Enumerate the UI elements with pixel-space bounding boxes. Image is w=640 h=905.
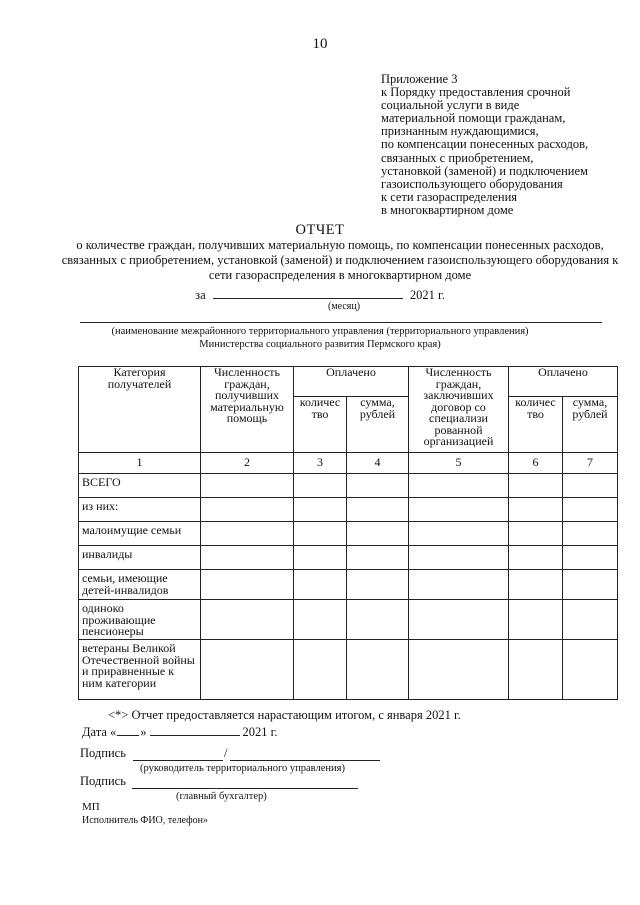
data-cell[interactable] — [347, 600, 409, 640]
data-cell[interactable] — [409, 600, 509, 640]
month-input-line[interactable] — [213, 286, 403, 299]
report-title: ОТЧЕТ — [295, 222, 345, 238]
data-cell[interactable] — [201, 498, 294, 522]
day-input-line[interactable] — [117, 724, 139, 736]
appendix-header — [381, 73, 636, 217]
table-row — [79, 570, 618, 600]
column-number: 3 — [294, 453, 347, 474]
period-prefix: за — [195, 288, 206, 302]
data-cell[interactable] — [294, 570, 347, 600]
table-row — [79, 640, 618, 700]
data-cell[interactable] — [347, 546, 409, 570]
data-cell[interactable] — [509, 600, 563, 640]
header-sum-1: сумма, рублей — [347, 397, 409, 453]
header-received: Численность граждан, получивших материальную помощь — [201, 367, 294, 453]
data-cell[interactable] — [409, 640, 509, 700]
data-cell[interactable] — [509, 522, 563, 546]
header-paid-1: Оплачено — [294, 367, 409, 397]
column-number: 7 — [563, 453, 618, 474]
data-cell[interactable] — [563, 498, 618, 522]
data-cell[interactable] — [563, 570, 618, 600]
column-number-row — [79, 453, 618, 474]
month-caption: (месяц) — [328, 301, 361, 312]
appendix-line: по компенсации понесенных расходов, — [381, 137, 589, 152]
row-category: ВСЕГО — [79, 474, 201, 498]
appendix-line: газоиспользующего оборудования — [381, 176, 563, 191]
signature-line[interactable] — [133, 760, 223, 761]
appendix-line: социальной услуги в виде — [381, 98, 520, 113]
period-line — [0, 286, 640, 303]
header-category: Категория получателей — [79, 367, 201, 453]
data-cell[interactable] — [201, 522, 294, 546]
data-cell[interactable] — [294, 546, 347, 570]
date-year: 2021 г. — [242, 725, 278, 739]
data-cell[interactable] — [409, 498, 509, 522]
month-date-input-line[interactable] — [150, 724, 240, 736]
page-number: 10 — [312, 36, 328, 52]
column-number: 4 — [347, 453, 409, 474]
appendix-line: к Порядку предоставления срочной — [381, 85, 571, 100]
executor-info: Исполнитель ФИО, телефон» — [82, 815, 208, 826]
data-cell[interactable] — [347, 570, 409, 600]
table-row — [79, 522, 618, 546]
data-cell[interactable] — [201, 640, 294, 700]
table-row — [79, 546, 618, 570]
header-sum-2: сумма, рублей — [563, 397, 618, 453]
column-number: 6 — [509, 453, 563, 474]
report-subtitle: о количестве граждан, получивших материальную помощь, по компенсации понесенных расходов, связанных с приобретением, установкой (заменой) и подключением газоиспользующего оборудования к сети газораспределения в многоквартирном доме — [61, 238, 619, 282]
appendix-line: Приложение 3 — [381, 72, 458, 86]
row-category: семьи, имеющие детей-инвалидов — [79, 570, 201, 600]
signature-slash: / — [224, 746, 228, 760]
data-cell[interactable] — [347, 522, 409, 546]
date-mid: » — [140, 725, 147, 739]
data-cell[interactable] — [201, 600, 294, 640]
data-cell[interactable] — [509, 474, 563, 498]
appendix-line: установкой (заменой) и подключением — [381, 163, 588, 178]
data-cell[interactable] — [509, 640, 563, 700]
row-category: из них: — [79, 498, 201, 522]
header-contracted: Численность граждан, заключивших договор со специализи рованной организацией — [409, 367, 509, 453]
org-caption — [0, 325, 640, 351]
data-cell[interactable] — [409, 474, 509, 498]
data-cell[interactable] — [347, 498, 409, 522]
data-cell[interactable] — [294, 600, 347, 640]
signature-name-line[interactable] — [230, 760, 380, 761]
data-cell[interactable] — [294, 498, 347, 522]
data-cell[interactable] — [409, 522, 509, 546]
column-number: 1 — [79, 453, 201, 474]
header-count-1: количес тво — [294, 397, 347, 453]
table-row — [79, 600, 618, 640]
data-cell[interactable] — [563, 474, 618, 498]
header-count-2: количес тво — [509, 397, 563, 453]
data-cell[interactable] — [509, 546, 563, 570]
data-cell[interactable] — [409, 546, 509, 570]
signature-label-2: Подпись — [80, 774, 126, 788]
accountant-caption: (главный бухгалтер) — [176, 791, 267, 802]
appendix-line: признанным нуждающимися, — [381, 124, 539, 139]
row-category: ветераны Великой Отечественной войны и приравненные к ним категории — [79, 640, 201, 700]
date-label: Дата « — [82, 725, 117, 739]
row-category: одиноко проживающие пенсионеры — [79, 600, 201, 640]
column-number: 5 — [409, 453, 509, 474]
report-table — [78, 366, 618, 700]
data-cell[interactable] — [563, 546, 618, 570]
data-cell[interactable] — [563, 600, 618, 640]
data-cell[interactable] — [294, 474, 347, 498]
signature-label: Подпись — [80, 746, 126, 760]
appendix-line: в многоквартирном доме — [381, 202, 514, 217]
stamp-place: МП — [82, 801, 100, 813]
table-row — [79, 474, 618, 498]
table-row — [79, 498, 618, 522]
org-caption-line: Министерства социального развития Пермского края) — [199, 339, 441, 350]
data-cell[interactable] — [509, 498, 563, 522]
appendix-line: материальной помощи гражданам, — [381, 111, 566, 126]
data-cell[interactable] — [347, 474, 409, 498]
header-paid-2: Оплачено — [509, 367, 618, 397]
data-cell[interactable] — [347, 640, 409, 700]
column-number: 2 — [201, 453, 294, 474]
data-cell[interactable] — [294, 522, 347, 546]
data-cell[interactable] — [201, 570, 294, 600]
org-caption-line: (наименование межрайонного территориального управления (территориального управления) — [111, 326, 529, 337]
date-line — [82, 724, 278, 740]
data-cell[interactable] — [201, 546, 294, 570]
data-cell[interactable] — [409, 570, 509, 600]
data-cell[interactable] — [201, 474, 294, 498]
data-cell[interactable] — [563, 640, 618, 700]
data-cell[interactable] — [509, 570, 563, 600]
accountant-signature-line[interactable] — [132, 788, 358, 789]
data-cell[interactable] — [294, 640, 347, 700]
period-suffix: 2021 г. — [409, 288, 445, 302]
footnote: <*> Отчет предоставляется нарастающим итогом, с января 2021 г. — [108, 708, 461, 722]
head-caption: (руководитель территориального управления) — [140, 763, 345, 774]
row-category: инвалиды — [79, 546, 201, 570]
appendix-line: к сети газораспределения — [381, 189, 518, 204]
appendix-line: связанных с приобретением, — [381, 150, 534, 165]
row-category: малоимущие семьи — [79, 522, 201, 546]
data-cell[interactable] — [563, 522, 618, 546]
org-name-line[interactable] — [80, 322, 602, 323]
